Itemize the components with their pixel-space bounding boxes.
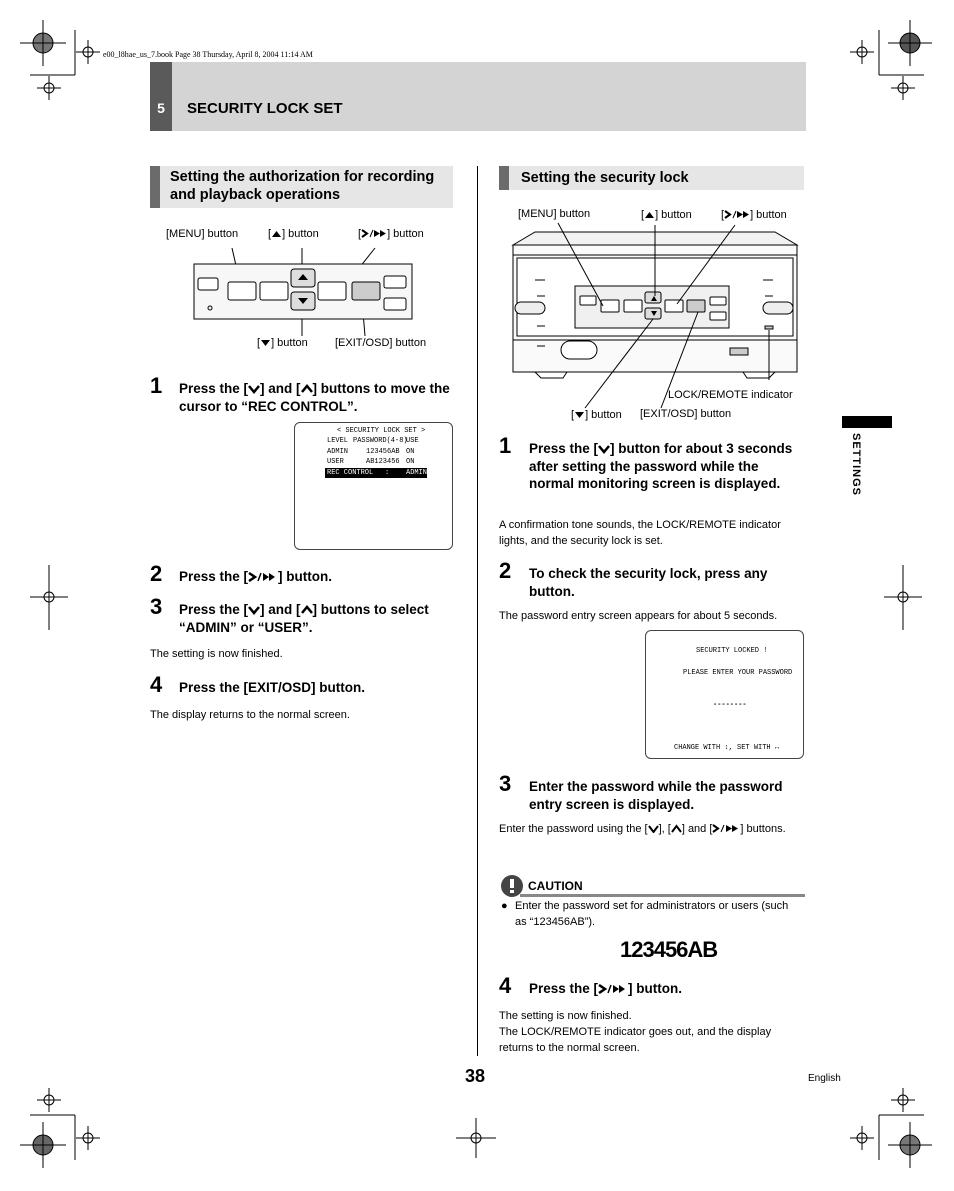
right-step-2-text: To check the security lock, press any button.: [529, 566, 768, 599]
book-file-line: e00_l8hae_us_7.book Page 38 Thursday, April 8, 2004 11:14 AM: [103, 50, 313, 59]
security-locked-text: SECURITY LOCKED !: [696, 647, 768, 655]
left-step-3-text: Press the [ ] and [ ] buttons to select “ADMIN” or “USER”.: [179, 602, 429, 635]
screen-cell: AB123456: [366, 458, 400, 466]
screen-cell: 123456AB: [366, 448, 400, 456]
left-step-1-text: Press the [ ] and [ ] buttons to move the cursor to “REC CONTROL”.: [179, 381, 450, 414]
up-arrow-icon: [301, 384, 313, 394]
settings-side-label: SETTINGS: [850, 433, 862, 497]
lock-remote-indicator-label: LOCK/REMOTE indicator: [668, 389, 793, 401]
screen-highlight-value: ADMIN: [406, 469, 428, 477]
up-button-label: [ ] button: [268, 228, 319, 240]
right-step-1-note: A confirmation tone sounds, the LOCK/REMOTE indicator lights, and the security lock is set.: [499, 519, 781, 547]
down-arrow-icon: [648, 824, 659, 833]
caution-text: Enter the password set for administrators or users (such as “123456AB”).: [515, 900, 789, 928]
chapter-number-box: [150, 62, 172, 131]
screen-highlight-label: REC CONTROL: [327, 469, 374, 477]
left-step-4-number: 4: [150, 672, 163, 697]
play-ff-icon: [361, 229, 387, 238]
security-lock-set-screen: [294, 422, 453, 550]
down-arrow-icon: [248, 384, 260, 394]
screen-highlight-colon: :: [385, 469, 390, 477]
caution-example: 123456AB: [620, 937, 718, 962]
enter-password-text: PLEASE ENTER YOUR PASSWORD: [683, 669, 793, 677]
right-step-2-note: The password entry screen appears for about 5 seconds.: [499, 610, 778, 622]
right-section-title: Setting the security lock: [521, 170, 689, 186]
caution-title: CAUTION: [528, 879, 583, 893]
screen-cell: USER: [327, 458, 344, 466]
down-arrow-icon: [248, 605, 260, 615]
up-button-label: [ ] button: [641, 209, 692, 221]
chapter-title: SECURITY LOCK SET: [187, 100, 343, 117]
play-ff-icon: [248, 572, 278, 582]
caution-rule: [520, 894, 805, 897]
up-arrow-icon: [644, 210, 655, 219]
chapter-number: 5: [157, 100, 165, 116]
right-step-1-text: Press the [ ] button for about 3 seconds after setting the password while the normal monitoring screen is displayed.: [529, 441, 793, 491]
screen-cell: ON: [406, 458, 415, 466]
up-arrow-icon: [671, 824, 682, 833]
right-step-1-number: 1: [499, 433, 512, 458]
right-section-bar: [499, 166, 509, 190]
left-step-3-number: 3: [150, 594, 163, 619]
button-panel-diagram: [192, 240, 418, 345]
down-arrow-icon: [574, 410, 585, 419]
page-number: 38: [465, 1066, 486, 1086]
right-step-4-number: 4: [499, 973, 512, 998]
play-button-label: [ ] button: [358, 228, 424, 240]
right-step-4-note-1: The setting is now finished.: [499, 1010, 632, 1022]
down-arrow-icon: [260, 338, 271, 347]
right-step-2-number: 2: [499, 558, 512, 583]
caution-bullet: ●: [501, 900, 508, 912]
left-step-1-number: 1: [150, 373, 163, 398]
screen-header-level: LEVEL: [327, 437, 349, 445]
menu-button-label: [MENU] button: [518, 208, 591, 220]
screen-title: < SECURITY LOCK SET >: [337, 427, 426, 435]
chapter-header: [150, 62, 806, 131]
right-step-3-number: 3: [499, 771, 512, 796]
up-arrow-icon: [271, 229, 282, 238]
play-ff-icon: [712, 824, 740, 833]
play-ff-icon: [598, 984, 628, 994]
left-step-4-note: The display returns to the normal screen.: [150, 709, 350, 721]
right-step-3-text: Enter the password while the password entry screen is displayed.: [529, 779, 783, 812]
down-button-label: [ ] button: [257, 337, 308, 349]
settings-side-tab: [842, 416, 892, 428]
column-divider: [477, 166, 478, 1056]
play-ff-icon: [724, 210, 750, 219]
left-step-2-number: 2: [150, 561, 163, 586]
screen-header-password: PASSWORD(4-8): [353, 437, 408, 445]
left-step-4-text: Press the [EXIT/OSD] button.: [179, 680, 366, 695]
exit-button-label: [EXIT/OSD] button: [640, 408, 732, 420]
screen-header-use: USE: [406, 437, 419, 445]
menu-button-label: [MENU] button: [166, 228, 239, 240]
screen-cell: ON: [406, 448, 415, 456]
screen-cell: ADMIN: [327, 448, 349, 456]
left-section-bar: [150, 166, 160, 208]
right-step-3-note: Enter the password using the [ ], [ ] and [ ] buttons.: [499, 823, 786, 835]
password-entry-screen: [645, 630, 804, 759]
right-step-4-text: Press the [ ] button.: [529, 981, 683, 996]
left-step-3-note: The setting is now finished.: [150, 648, 283, 660]
language-label: English: [808, 1073, 841, 1084]
left-step-2-text: Press the [ ] button.: [179, 569, 333, 584]
play-button-label: [ ] button: [721, 209, 787, 221]
exit-button-label: [EXIT/OSD] button: [335, 337, 427, 349]
left-section-title: Setting the authorization for recording and playback operations: [170, 169, 435, 203]
up-arrow-icon: [301, 605, 313, 615]
change-set-hint: CHANGE WITH ↕, SET WITH ↔: [674, 744, 780, 752]
password-dashes: --------: [713, 701, 747, 709]
right-step-4-note-2: The LOCK/REMOTE indicator goes out, and the display returns to the normal screen.: [499, 1026, 772, 1054]
down-button-label: [ ] button: [571, 409, 622, 421]
down-arrow-icon: [598, 444, 610, 454]
